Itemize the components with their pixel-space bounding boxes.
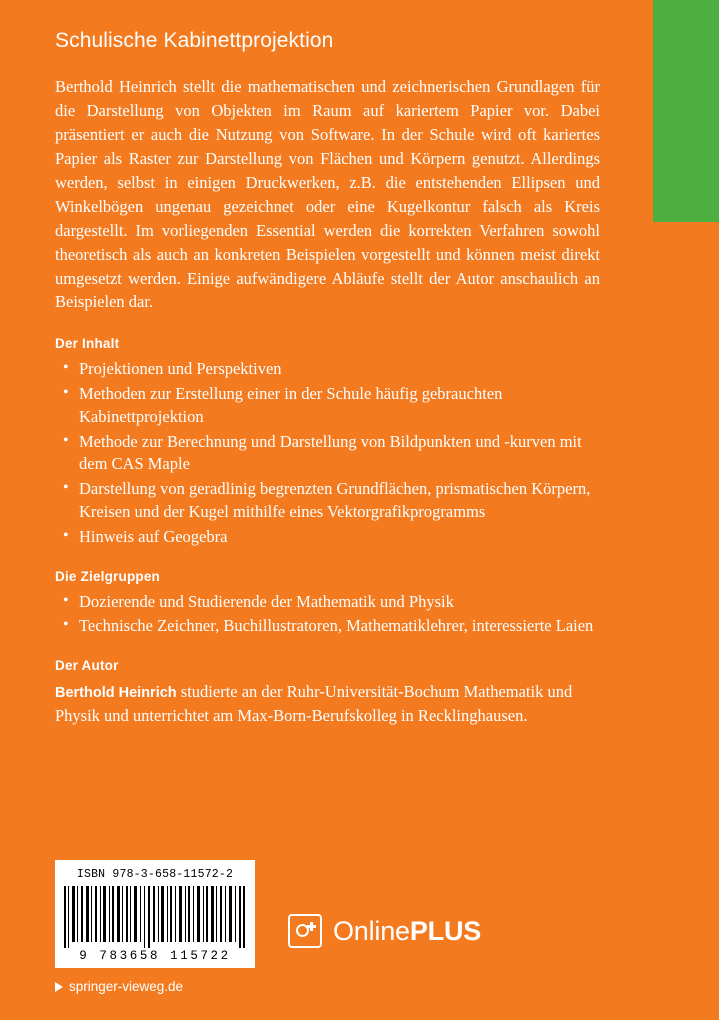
cover-text-content xyxy=(55,28,600,728)
isbn-barcode-box xyxy=(55,860,255,968)
section-heading-inhalt: Der Inhalt xyxy=(55,336,120,352)
barcode-image xyxy=(64,886,246,948)
list-item: • Dozierende und Studierende der Mathematik und Physik xyxy=(55,591,600,614)
onlineplus-word-one: Online xyxy=(333,915,410,946)
zielgruppen-list xyxy=(55,591,600,639)
blurb-paragraph: Berthold Heinrich stellt die mathematischen und zeichnerischen Grundlagen für die Darstellung von Objekten im Raum auf kariertem Papier vor. Dabei präsentiert er auch die Nutzung von Software. In der Schule wird oft kariertes Papier als Raster zur Darstellung von Flächen und Körpern genutzt. Allerdings werden, selbst in einigen Druckwerken, z.B. die entstehenden Ellipsen und Winkelbögen ungenau gezeichnet oder eine Kugelkontur falsch als Kreis dargestellt. Im vorliegenden Essential werden die korrekten Verfahren sowohl theoretisch als auch an konkreten Beispielen vorgestellt und können meist direkt umgesetzt werden. Einige aufwändigere Abläufe stellt der Autor anschaulich an Beispielen dar. xyxy=(55,77,600,312)
list-item: • Methoden zur Erstellung einer in der Schule häufig gebrauchten Kabinettprojektion xyxy=(55,383,600,429)
author-description: studierte an der Ruhr-Universität-Bochum Mathematik und Physik und unterrichtet am Max-Born-Berufskolleg in Recklinghausen. xyxy=(55,682,573,726)
publisher-url: springer-vieweg.de xyxy=(69,979,184,994)
barcode-digits: 9 783658 115722 xyxy=(79,949,231,963)
onlineplus-wordmark xyxy=(333,916,481,947)
page-title: Schulische Kabinettprojektion xyxy=(55,29,334,52)
list-item: • Technische Zeichner, Buchillustratoren, Mathematiklehrer, interessierte Laien xyxy=(55,615,600,638)
onlineplus-mark-icon xyxy=(288,914,322,948)
section-zielgruppen xyxy=(55,569,600,639)
list-item: • Methode zur Berechnung und Darstellung von Bildpunkten und -kurven mit dem CAS Maple xyxy=(55,431,600,477)
author-paragraph xyxy=(55,680,600,728)
triangle-icon xyxy=(55,982,63,992)
section-autor xyxy=(55,658,600,728)
inhalt-list xyxy=(55,358,600,548)
publisher-brand xyxy=(55,979,183,994)
plus-icon-vertical xyxy=(310,922,313,931)
section-heading-autor: Der Autor xyxy=(55,658,119,674)
section-heading-zielgruppen: Die Zielgruppen xyxy=(55,568,161,584)
green-accent-block xyxy=(653,0,719,222)
author-name: Berthold Heinrich xyxy=(55,685,177,702)
onlineplus-logo xyxy=(288,914,481,948)
section-inhalt xyxy=(55,336,600,548)
onlineplus-word-two: PLUS xyxy=(409,915,482,946)
list-item: • Darstellung von geradlinig begrenzten Grundflächen, prismatischen Körpern, Kreisen und der Kugel mithilfe eines Vektorgrafikprogramms xyxy=(55,478,600,524)
isbn-text: ISBN 978-3-658-11572-2 xyxy=(76,868,234,881)
list-item: • Projektionen und Perspektiven xyxy=(55,358,600,381)
list-item: • Hinweis auf Geogebra xyxy=(55,526,600,549)
